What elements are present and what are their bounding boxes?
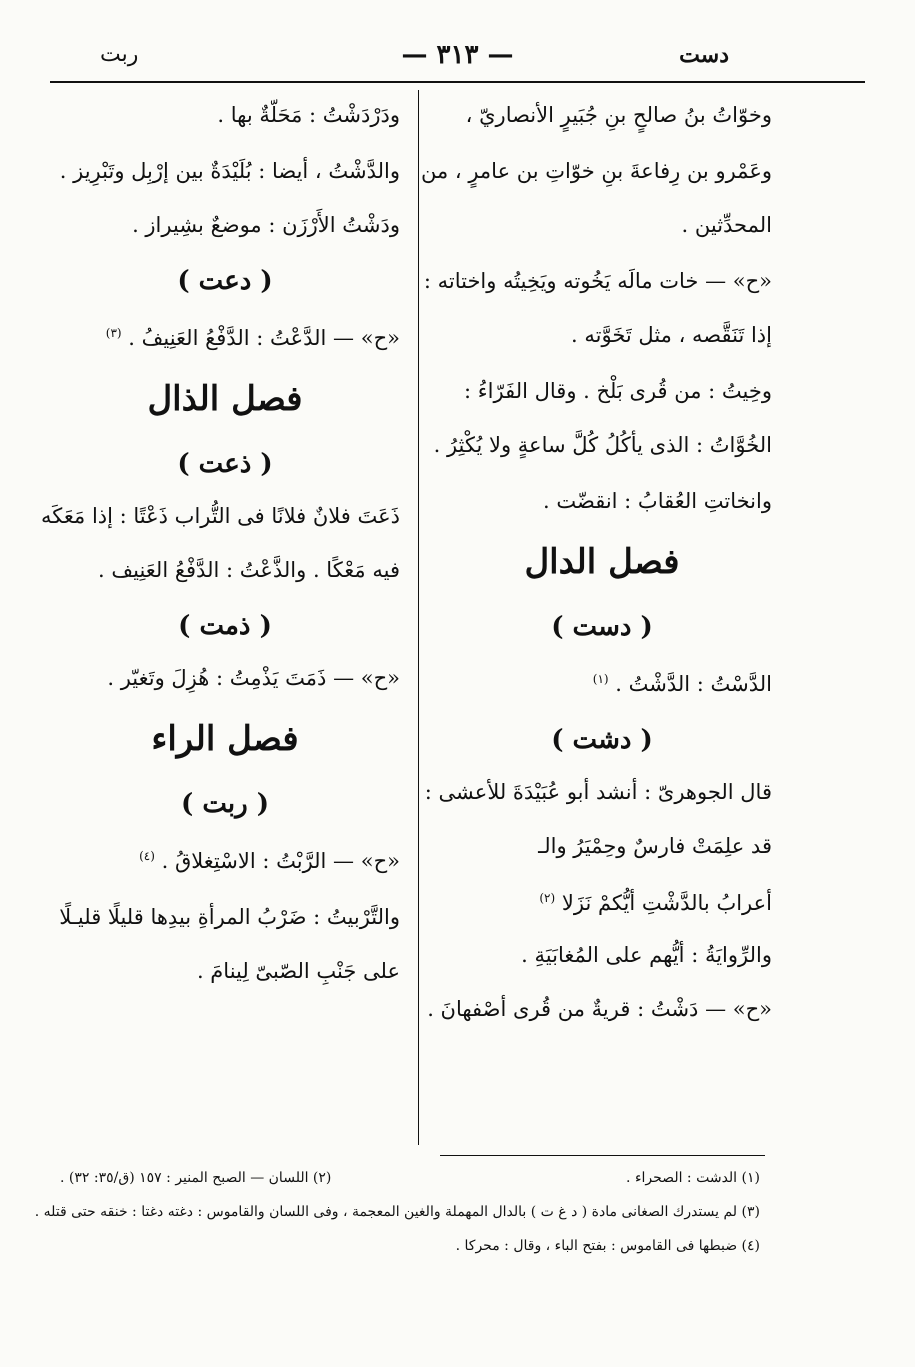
footnote-rule (440, 1155, 765, 1156)
entry-dast (432, 664, 772, 699)
text-line: على جَنْبِ الصّبىّ لِينامَ . (196, 959, 400, 983)
text-line: والتَّرْبيتُ : ضَرْبُ المرأةِ بيدِها قليلًا قليـلًا (59, 905, 400, 929)
header-rule (50, 81, 865, 83)
text-line: «ح» — ذَمَتَ يَذْمِتُ : هُزِلَ وتَغيّر . (107, 666, 400, 690)
text-line: وخوّاتُ بنُ صالحٍ بنِ جُبَيرٍ الأنصاريّ ، (465, 103, 772, 127)
verse-line (432, 883, 772, 918)
verse-text: أعرابُ بالدَّشْتِ أيُّكمْ نَزَلا (561, 891, 772, 915)
right-column (420, 100, 772, 1050)
text-line: «ح» — دَشْتُ : قريةٌ من قُرى أصْفهانَ . (427, 997, 772, 1021)
section-heading-dhal: فصل الذال (147, 379, 303, 419)
text-line: وخِيتُ : من قُرى بَلْخ . وقال الفَرّاءُ : (464, 379, 772, 403)
footnote-1: (١) الدشت : الصحراء . (626, 1170, 760, 1186)
text-line: إذا تَنَقَّصه ، مثل تَخَوَّته . (571, 323, 772, 347)
text-line: ذَعَتَ فلانٌ فلانًا فى التُّراب ذَعْتًا : إذا مَعَكَه (41, 504, 400, 528)
verse-line: قد علِمَتْ فارسٌ وحِمْيَرُ والـ (538, 834, 772, 858)
running-head-left: ربت (100, 42, 139, 67)
text-line: قال الجوهرىّ : أنشد أبو عُبَيْدَةَ للأعشى : (424, 780, 772, 804)
column-divider (418, 90, 419, 1145)
entry-text: «ح» — الدَّعْتُ : الدَّفْعُ العَنِيفُ . (128, 326, 400, 350)
text-line: وانخاتتِ العُقابُ : انقضّت . (543, 489, 772, 513)
running-head-right: دست (679, 42, 729, 68)
root-heading-rabt: ( ربت ) (180, 789, 270, 819)
left-column (41, 100, 400, 1012)
root-heading-dhamt: ( ذمت ) (178, 611, 272, 641)
footnote-2: (٢) اللسان — الصبح المنير : ١٥٧ (ق/٣٥: ٣٢) . (60, 1170, 332, 1186)
text-line: ودَرْدَشْتُ : مَحَلّةٌ بها . (217, 103, 400, 127)
text-line: والدَّشْتُ ، أيضا : بُلَيْدَةٌ بين إرْبِل وتَبْرِيز . (59, 159, 400, 183)
footnote-row (60, 1168, 760, 1188)
entry-text: الدَّسْتُ : الدَّشْتُ . (615, 672, 772, 696)
entry-dat (50, 318, 400, 353)
text-line: المحدِّثين . (681, 213, 772, 237)
section-heading-dal: فصل الدال (524, 542, 680, 582)
page-number: — ٣١٣ — (401, 40, 514, 70)
text-line: والرِّوايَةُ : أيُّهم على المُغابَيَةِ . (521, 943, 772, 967)
root-heading-dasht: ( دشت ) (551, 725, 653, 755)
entry-rabt (50, 841, 400, 876)
footnote-ref: (٤) (139, 849, 155, 863)
text-line: فيه مَعْكًا . والذَّعْتُ : الدَّفْعُ العَنِيف . (98, 558, 400, 582)
root-heading-dast: ( دست ) (551, 612, 653, 642)
section-heading-ra: فصل الراء (151, 719, 299, 759)
footnote-ref: (١) (592, 672, 609, 686)
entry-text: «ح» — الرَّبْتُ : الاسْتِغلاقُ . (161, 849, 400, 873)
text-line: وعَمْرو بن رِفاعةَ بنِ خوّاتِ بن عامرٍ ، من (420, 159, 772, 183)
text-line: «ح» — خات مالَه يَخُوته ويَخِيتُه واختاته : (423, 269, 772, 293)
root-heading-dhat: ( ذعت ) (177, 449, 273, 479)
root-heading-dat: ( دعت ) (177, 266, 273, 296)
footnote-ref: (٣) (105, 326, 122, 340)
footnote-ref: (٢) (539, 891, 556, 905)
text-line: ودَشْتُ الأَرْزَن : موضعٌ بشِيراز . (132, 213, 400, 237)
footnotes (34, 1168, 760, 1270)
text-line: الخُوَّاتُ : الذى يأكُلُ كُلَّ ساعةٍ ولا يُكْثِرُ . (433, 433, 772, 457)
footnote-3: (٣) لم يستدرك الصغانى مادة ( د غ ت ) بالدال المهملة والغين المعجمة ، وفى اللسان والقاموس : دغته دغتا : خنقه حتى قتله . (34, 1204, 760, 1220)
footnote-4: (٤) ضبطها فى القاموس : بفتح الباء ، وقال : محركا . (455, 1238, 760, 1254)
